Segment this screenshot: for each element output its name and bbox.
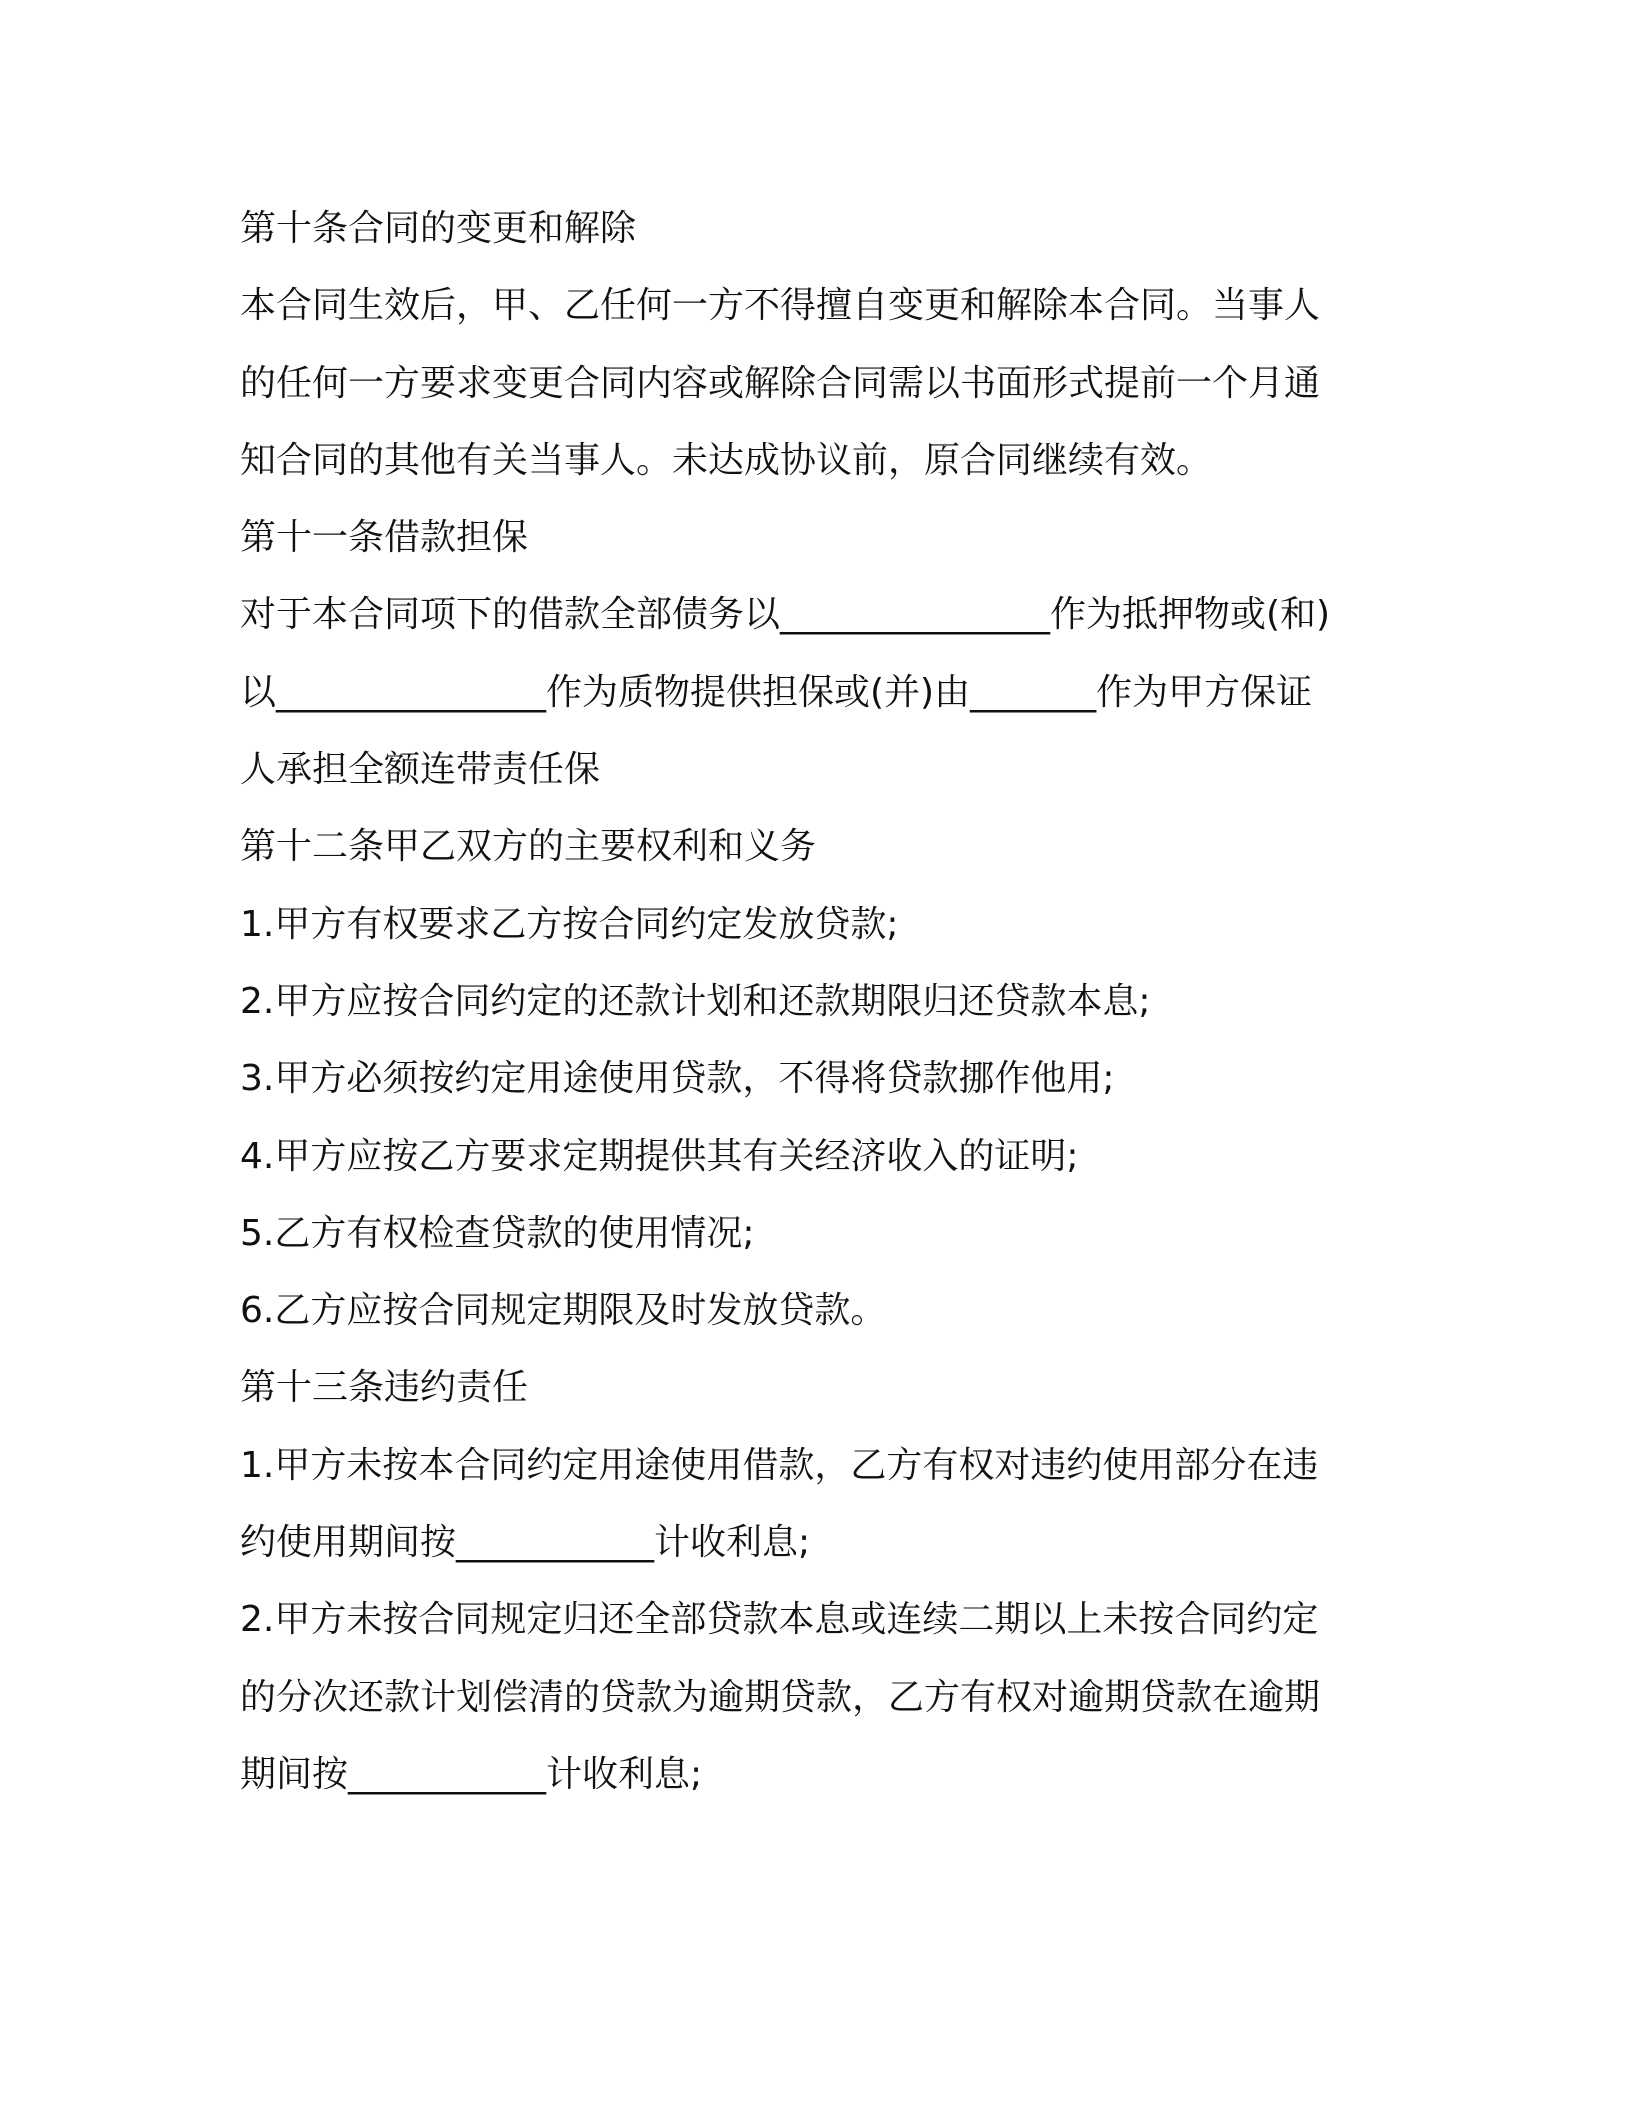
article-12-item-4: 4.甲方应按乙方要求定期提供其有关经济收入的证明; xyxy=(240,1135,1079,1177)
article-11-paragraph-line-3: 人承担全额连带责任保 xyxy=(240,749,601,791)
article-13-item-2-line-2: 的分次还款计划偿清的贷款为逾期贷款，乙方有权对逾期贷款在逾期 xyxy=(240,1676,1321,1718)
article-10-paragraph-line-3: 知合同的其他有关当事人。未达成协议前，原合同继续有效。 xyxy=(240,439,1213,481)
article-10-heading: 第十条合同的变更和解除 xyxy=(240,208,637,249)
article-13-item-1-line-1: 1.甲方未按本合同约定用途使用借款，乙方有权对违约使用部分在违 xyxy=(240,1444,1319,1486)
article-11-heading: 第十一条借款担保 xyxy=(240,517,529,559)
article-12-item-6: 6.乙方应按合同规定期限及时发放贷款。 xyxy=(240,1290,887,1332)
article-12-heading: 第十二条甲乙双方的主要权利和义务 xyxy=(240,826,817,868)
article-11-paragraph-line-2: 以_______________作为质物提供担保或(并)由_______作为甲方保证 xyxy=(240,671,1313,713)
article-10-paragraph-line-2: 的任何一方要求变更合同内容或解除合同需以书面形式提前一个月通 xyxy=(240,362,1321,404)
article-13-heading: 第十三条违约责任 xyxy=(240,1367,529,1409)
document-body xyxy=(240,190,1400,1813)
article-11-paragraph-line-1: 对于本合同项下的借款全部债务以_______________作为抵押物或(和) xyxy=(240,594,1331,636)
article-12-item-1: 1.甲方有权要求乙方按合同约定发放贷款; xyxy=(240,903,899,945)
article-13-item-2-line-1: 2.甲方未按合同规定归还全部贷款本息或连续二期以上未按合同约定 xyxy=(240,1599,1319,1641)
article-12-item-5: 5.乙方有权检查贷款的使用情况; xyxy=(240,1212,755,1254)
article-13-item-1-line-2: 约使用期间按___________计收利息; xyxy=(240,1522,811,1564)
article-10-paragraph-line-1: 本合同生效后，甲、乙任何一方不得擅自变更和解除本合同。当事人 xyxy=(240,285,1321,327)
article-12-item-2: 2.甲方应按合同约定的还款计划和还款期限归还贷款本息; xyxy=(240,980,1151,1022)
article-12-item-3: 3.甲方必须按约定用途使用贷款，不得将贷款挪作他用; xyxy=(240,1058,1115,1100)
article-13-item-2-line-3: 期间按___________计收利息; xyxy=(240,1753,703,1795)
